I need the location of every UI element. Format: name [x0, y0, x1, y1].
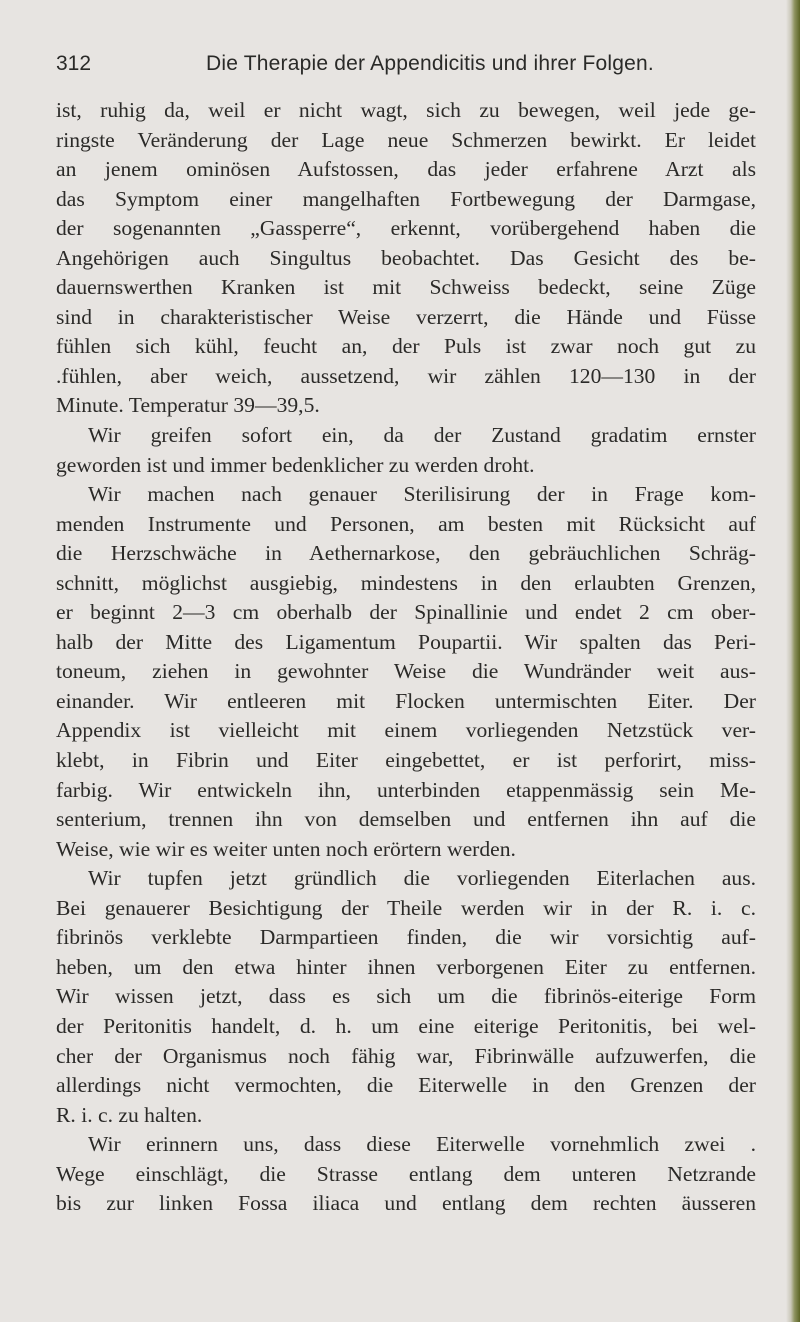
- text-line: halb der Mitte des Ligamentum Poupartii. Wir spalten das Peri-: [56, 629, 756, 654]
- body-text: [56, 96, 756, 1219]
- text-line: einander. Wir entleeren mit Flocken untermischten Eiter. Der: [56, 688, 756, 713]
- text-line: ist, ruhig da, weil er nicht wagt, sich zu bewegen, weil jede ge-: [56, 98, 756, 122]
- text-line: allerdings nicht vermochten, die Eiterwelle in den Grenzen der: [56, 1073, 756, 1098]
- text-line: der sogenannten „Gassperre“, erkennt, vorübergehend haben die: [56, 216, 756, 241]
- text-line: das Symptom einer mangelhaften Fortbewegung der Darmgase,: [56, 186, 756, 211]
- text-line: senterium, trennen ihn von demselben und entfernen ihn auf die: [56, 807, 756, 832]
- text-line: Bei genauerer Besichtigung der Theile werden wir in der R. i. c.: [56, 895, 756, 920]
- text-line: menden Instrumente und Personen, am besten mit Rücksicht auf: [56, 511, 756, 536]
- text-line: klebt, in Fibrin und Eiter eingebettet, er ist perforirt, miss-: [56, 748, 756, 773]
- text-line: Minute. Temperatur 39—39,5.: [56, 393, 320, 418]
- text-line: R. i. c. zu halten.: [56, 1102, 203, 1127]
- text-line: .fühlen, aber weich, aussetzend, wir zählen 120—130 in der: [56, 363, 756, 388]
- text-line: der Peritonitis handelt, d. h. um eine eiterige Peritonitis, bei wel-: [56, 1013, 756, 1038]
- text-line: Weise, wie wir es weiter unten noch erörtern werden.: [56, 836, 516, 861]
- text-line: Wir wissen jetzt, dass es sich um die fibrinös-eiterige Form: [56, 984, 756, 1009]
- running-title: Die Therapie der Appendicitis und ihrer Folgen.: [206, 52, 654, 75]
- text-line: an jenem ominösen Aufstossen, das jeder erfahrene Arzt als: [56, 157, 756, 182]
- text-line: Wir erinnern uns, dass diese Eiterwelle vornehmlich zwei .: [88, 1132, 756, 1157]
- text-line: er beginnt 2—3 cm oberhalb der Spinallinie und endet 2 cm ober-: [56, 600, 756, 625]
- text-line: heben, um den etwa hinter ihnen verborgenen Eiter zu entfernen.: [56, 954, 756, 979]
- text-line: Angehörigen auch Singultus beobachtet. Das Gesicht des be-: [56, 245, 756, 270]
- text-line: cher der Organismus noch fähig war, Fibrinwälle aufzuwerfen, die: [56, 1043, 756, 1068]
- text-line: bis zur linken Fossa iliaca und entlang dem rechten äusseren: [56, 1191, 756, 1216]
- text-line: ringste Veränderung der Lage neue Schmerzen bewirkt. Er leidet: [56, 127, 756, 152]
- text-line: toneum, ziehen in gewohnter Weise die Wundränder weit aus-: [56, 659, 756, 684]
- text-line: sind in charakteristischer Weise verzerrt, die Hände und Füsse: [56, 304, 756, 329]
- text-line: Wir machen nach genauer Sterilisirung der in Frage kom-: [88, 482, 756, 507]
- text-line: fühlen sich kühl, feucht an, der Puls ist zwar noch gut zu: [56, 334, 756, 359]
- text-line: dauernswerthen Kranken ist mit Schweiss bedeckt, seine Züge: [56, 275, 756, 300]
- text-line: geworden ist und immer bedenklicher zu werden droht.: [56, 452, 535, 477]
- page-edge: [786, 0, 800, 1322]
- text-line: Wir tupfen jetzt gründlich die vorliegenden Eiterlachen aus.: [88, 866, 756, 891]
- page-header: [56, 52, 746, 82]
- text-line: Wege einschlägt, die Strasse entlang dem unteren Netzrande: [56, 1161, 756, 1186]
- text-line: Appendix ist vielleicht mit einem vorliegenden Netzstück ver-: [56, 718, 756, 743]
- text-line: die Herzschwäche in Aethernarkose, den gebräuchlichen Schräg-: [56, 541, 756, 566]
- text-line: fibrinös verklebte Darmpartieen finden, die wir vorsichtig auf-: [56, 925, 756, 950]
- text-line: farbig. Wir entwickeln ihn, unterbinden etappenmässig sein Me-: [56, 777, 756, 802]
- text-line: schnitt, möglichst ausgiebig, mindestens in den erlaubten Grenzen,: [56, 570, 756, 595]
- page-number: 312: [56, 52, 92, 75]
- text-line: Wir greifen sofort ein, da der Zustand gradatim ernster: [88, 423, 756, 448]
